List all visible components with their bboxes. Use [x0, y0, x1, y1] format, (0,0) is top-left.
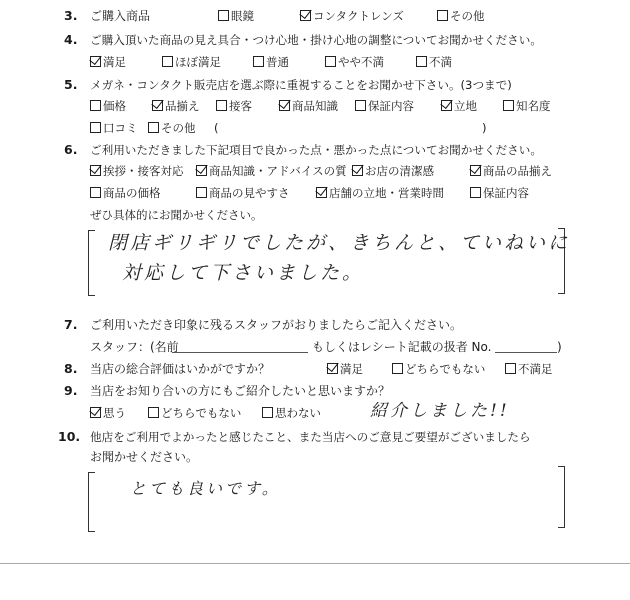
- q7-receipt-label: もしくはレシート記載の扱者 No.: [312, 340, 492, 354]
- checkbox-icon[interactable]: [316, 187, 327, 198]
- q6-option-1[interactable]: 挨拶・接客対応: [90, 164, 184, 178]
- q3-option-2[interactable]: コンタクトレンズ: [300, 9, 404, 23]
- checkbox-icon[interactable]: [470, 187, 481, 198]
- checkbox-icon[interactable]: [392, 363, 403, 374]
- q6-option-7[interactable]: 店舗の立地・営業時間: [316, 186, 444, 200]
- checkbox-icon[interactable]: [279, 100, 290, 111]
- q4-option-2[interactable]: ほぼ満足: [162, 55, 221, 69]
- q9-question: 当店をお知り合いの方にもご紹介したいと思いますか？: [90, 384, 391, 398]
- q7-number-field[interactable]: [495, 352, 557, 353]
- checkbox-icon[interactable]: [90, 56, 101, 67]
- q9-option-2[interactable]: どちらでもない: [148, 406, 241, 420]
- q5-option-1[interactable]: 価格: [90, 99, 126, 113]
- checkbox-icon[interactable]: [148, 407, 159, 418]
- checkbox-icon[interactable]: [196, 187, 207, 198]
- q6-option-4[interactable]: 商品の品揃え: [470, 164, 552, 178]
- q4-option-5[interactable]: 不満: [416, 55, 452, 69]
- q5-option-5[interactable]: 保証内容: [355, 99, 414, 113]
- checkbox-icon[interactable]: [327, 363, 338, 374]
- checkbox-icon[interactable]: [441, 100, 452, 111]
- q6-option-6[interactable]: 商品の見やすさ: [196, 186, 290, 200]
- checkbox-icon[interactable]: [437, 10, 448, 21]
- q6-option-2[interactable]: 商品知識・アドバイスの質: [196, 164, 347, 178]
- q5-option-7[interactable]: 知名度: [503, 99, 551, 113]
- q5-option-6[interactable]: 立地: [441, 99, 477, 113]
- page-bottom-divider: [0, 563, 630, 564]
- checkbox-icon[interactable]: [470, 165, 481, 176]
- q3-option-1[interactable]: 眼鏡: [218, 9, 254, 23]
- q5-question: メガネ・コンタクト販売店を選ぶ際に重視することをお聞かせ下さい。(3つまで): [90, 78, 512, 92]
- q6-option-5[interactable]: 商品の価格: [90, 186, 161, 200]
- q6-question: ご利用いただきました下記項目で良かった点・悪かった点についてお聞かせください。: [90, 143, 542, 157]
- q6-number: 6.: [64, 142, 78, 157]
- q10-number: 10.: [58, 429, 81, 444]
- q9-number: 9.: [64, 383, 78, 398]
- q8-number: 8.: [64, 361, 78, 376]
- q6-handwritten-line-1: 閉店ギリギリでしたが、きちんと、ていねいに: [108, 232, 571, 254]
- q7-number: 7.: [64, 317, 78, 332]
- q3-question: ご購入商品: [90, 9, 151, 23]
- q9-option-1[interactable]: 思う: [90, 406, 126, 420]
- checkbox-icon[interactable]: [216, 100, 227, 111]
- q7-question: ご利用いただき印象に残るスタッフがおりましたらご記入ください。: [90, 318, 463, 332]
- q6-detail-prompt: ぜひ具体的にお聞かせください。: [90, 208, 263, 222]
- q4-option-1[interactable]: 満足: [90, 55, 126, 69]
- checkbox-icon[interactable]: [262, 407, 273, 418]
- checkbox-icon[interactable]: [148, 122, 159, 133]
- checkbox-icon[interactable]: [505, 363, 516, 374]
- checkbox-icon[interactable]: [352, 165, 363, 176]
- q8-option-2[interactable]: どちらでもない: [392, 362, 485, 376]
- checkbox-icon[interactable]: [90, 407, 101, 418]
- q5-other-open: (: [214, 121, 219, 135]
- q6-answer-bracket-left: [88, 230, 95, 296]
- q4-number: 4.: [64, 32, 78, 47]
- checkbox-icon[interactable]: [90, 100, 101, 111]
- checkbox-icon[interactable]: [325, 56, 336, 67]
- checkbox-icon[interactable]: [503, 100, 514, 111]
- q5-number: 5.: [64, 77, 78, 92]
- q5-option-8[interactable]: 口コミ: [90, 121, 138, 135]
- q7-name-field[interactable]: [172, 352, 308, 353]
- q5-other-close: ): [482, 121, 487, 135]
- q5-option-2[interactable]: 品揃え: [152, 99, 200, 113]
- checkbox-icon[interactable]: [90, 187, 101, 198]
- q7-close-paren: ): [557, 340, 562, 354]
- checkbox-icon[interactable]: [218, 10, 229, 21]
- q9-option-3[interactable]: 思わない: [262, 406, 321, 420]
- checkbox-icon[interactable]: [196, 165, 207, 176]
- checkbox-icon[interactable]: [90, 122, 101, 133]
- q10-answer-bracket-right: [558, 466, 565, 528]
- checkbox-icon[interactable]: [355, 100, 366, 111]
- q3-option-3[interactable]: その他: [437, 9, 485, 23]
- checkbox-icon[interactable]: [152, 100, 163, 111]
- q10-question: 他店をご利用でよかったと感じたこと、また当店へのご意見ご要望がございましたら: [90, 430, 531, 444]
- checkbox-icon[interactable]: [90, 165, 101, 176]
- q9-handwritten-note: 紹介しました!!: [370, 401, 510, 421]
- q5-option-4[interactable]: 商品知識: [279, 99, 338, 113]
- q3-number: 3.: [64, 8, 78, 23]
- checkbox-icon[interactable]: [253, 56, 264, 67]
- q5-option-9[interactable]: その他: [148, 121, 196, 135]
- q10-answer-bracket-left: [88, 472, 95, 532]
- checkbox-icon[interactable]: [416, 56, 427, 67]
- checkbox-icon[interactable]: [162, 56, 173, 67]
- checkbox-icon[interactable]: [300, 10, 311, 21]
- q10-handwritten-answer: とても良いです。: [130, 479, 281, 498]
- q6-option-3[interactable]: お店の清潔感: [352, 164, 434, 178]
- q10-question-2: お聞かせください。: [90, 450, 199, 464]
- q8-option-1[interactable]: 満足: [327, 362, 363, 376]
- q7-staff-label: スタッフ：(名前: [90, 340, 179, 354]
- q5-option-3[interactable]: 接客: [216, 99, 252, 113]
- q4-option-3[interactable]: 普通: [253, 55, 289, 69]
- q8-option-3[interactable]: 不満足: [505, 362, 553, 376]
- q4-option-4[interactable]: やや不満: [325, 55, 384, 69]
- q4-question: ご購入頂いた商品の見え具合・つけ心地・掛け心地の調整についてお聞かせください。: [90, 33, 542, 47]
- q8-question: 当店の総合評価はいかがですか？: [90, 362, 271, 376]
- q6-handwritten-line-2: 対応して下さいました。: [122, 262, 365, 284]
- q6-option-8[interactable]: 保証内容: [470, 186, 529, 200]
